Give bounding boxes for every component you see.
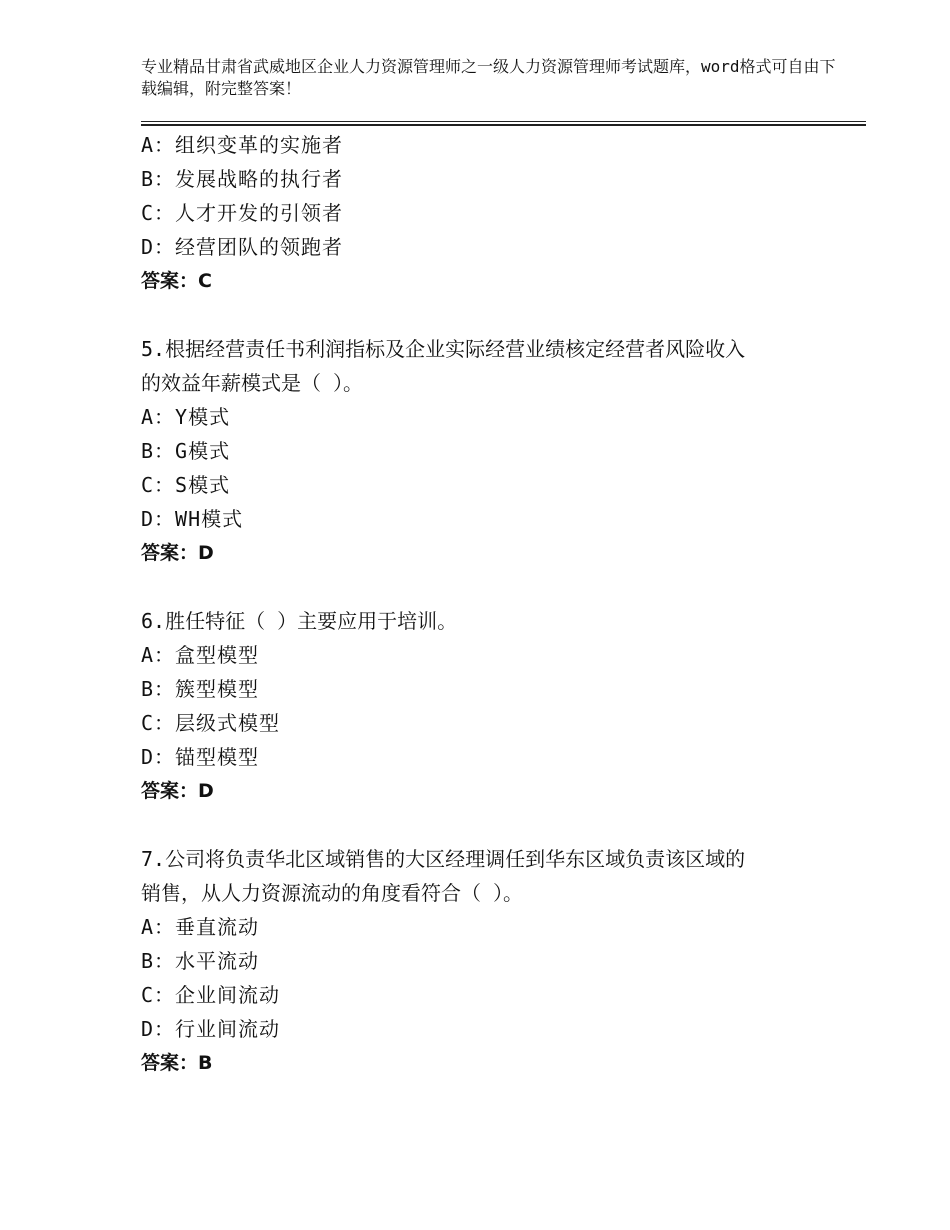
option-d: D：行业间流动	[141, 1017, 281, 1041]
answer: 答案：D	[141, 780, 214, 802]
option-a: A：组织变革的实施者	[141, 133, 344, 157]
option-d: D：锚型模型	[141, 745, 260, 769]
answer: 答案：B	[141, 1052, 213, 1074]
question-text-line-1: 6.胜任特征（ ）主要应用于培训。	[141, 609, 458, 633]
question-text-line-1: 5.根据经营责任书利润指标及企业实际经营业绩核定经营者风险收入	[141, 337, 746, 361]
question-text-line-1: 7.公司将负责华北区域销售的大区经理调任到华东区域负责该区域的	[141, 847, 746, 871]
document-header	[141, 56, 841, 100]
option-c: C：人才开发的引领者	[141, 201, 344, 225]
answer: 答案：C	[141, 270, 212, 292]
option-b: B：G模式	[141, 439, 231, 463]
question-text-line-2: 销售，从人力资源流动的角度看符合（ ）。	[141, 881, 524, 905]
option-b: B：发展战略的执行者	[141, 167, 344, 191]
option-d: D：经营团队的领跑者	[141, 235, 344, 259]
question-6	[141, 604, 866, 808]
option-c: C：企业间流动	[141, 983, 281, 1007]
question-list	[141, 128, 866, 1080]
option-b: B：水平流动	[141, 949, 260, 973]
answer: 答案：D	[141, 542, 214, 564]
option-a: A：Y模式	[141, 405, 231, 429]
option-b: B：簇型模型	[141, 677, 260, 701]
document-title: 专业精品甘肃省武威地区企业人力资源管理师之一级人力资源管理师考试题库，word格式可自由下载编辑，附完整答案！	[141, 57, 836, 98]
header-divider-thin	[141, 121, 866, 122]
option-a: A：盒型模型	[141, 643, 260, 667]
header-divider-thick	[141, 124, 866, 126]
question-7	[141, 842, 866, 1080]
option-c: C：S模式	[141, 473, 231, 497]
option-c: C：层级式模型	[141, 711, 281, 735]
option-d: D：WH模式	[141, 507, 244, 531]
question-5	[141, 332, 866, 570]
question-4-continuation	[141, 128, 866, 298]
question-text-line-2: 的效益年薪模式是（ ）。	[141, 371, 364, 395]
option-a: A：垂直流动	[141, 915, 260, 939]
